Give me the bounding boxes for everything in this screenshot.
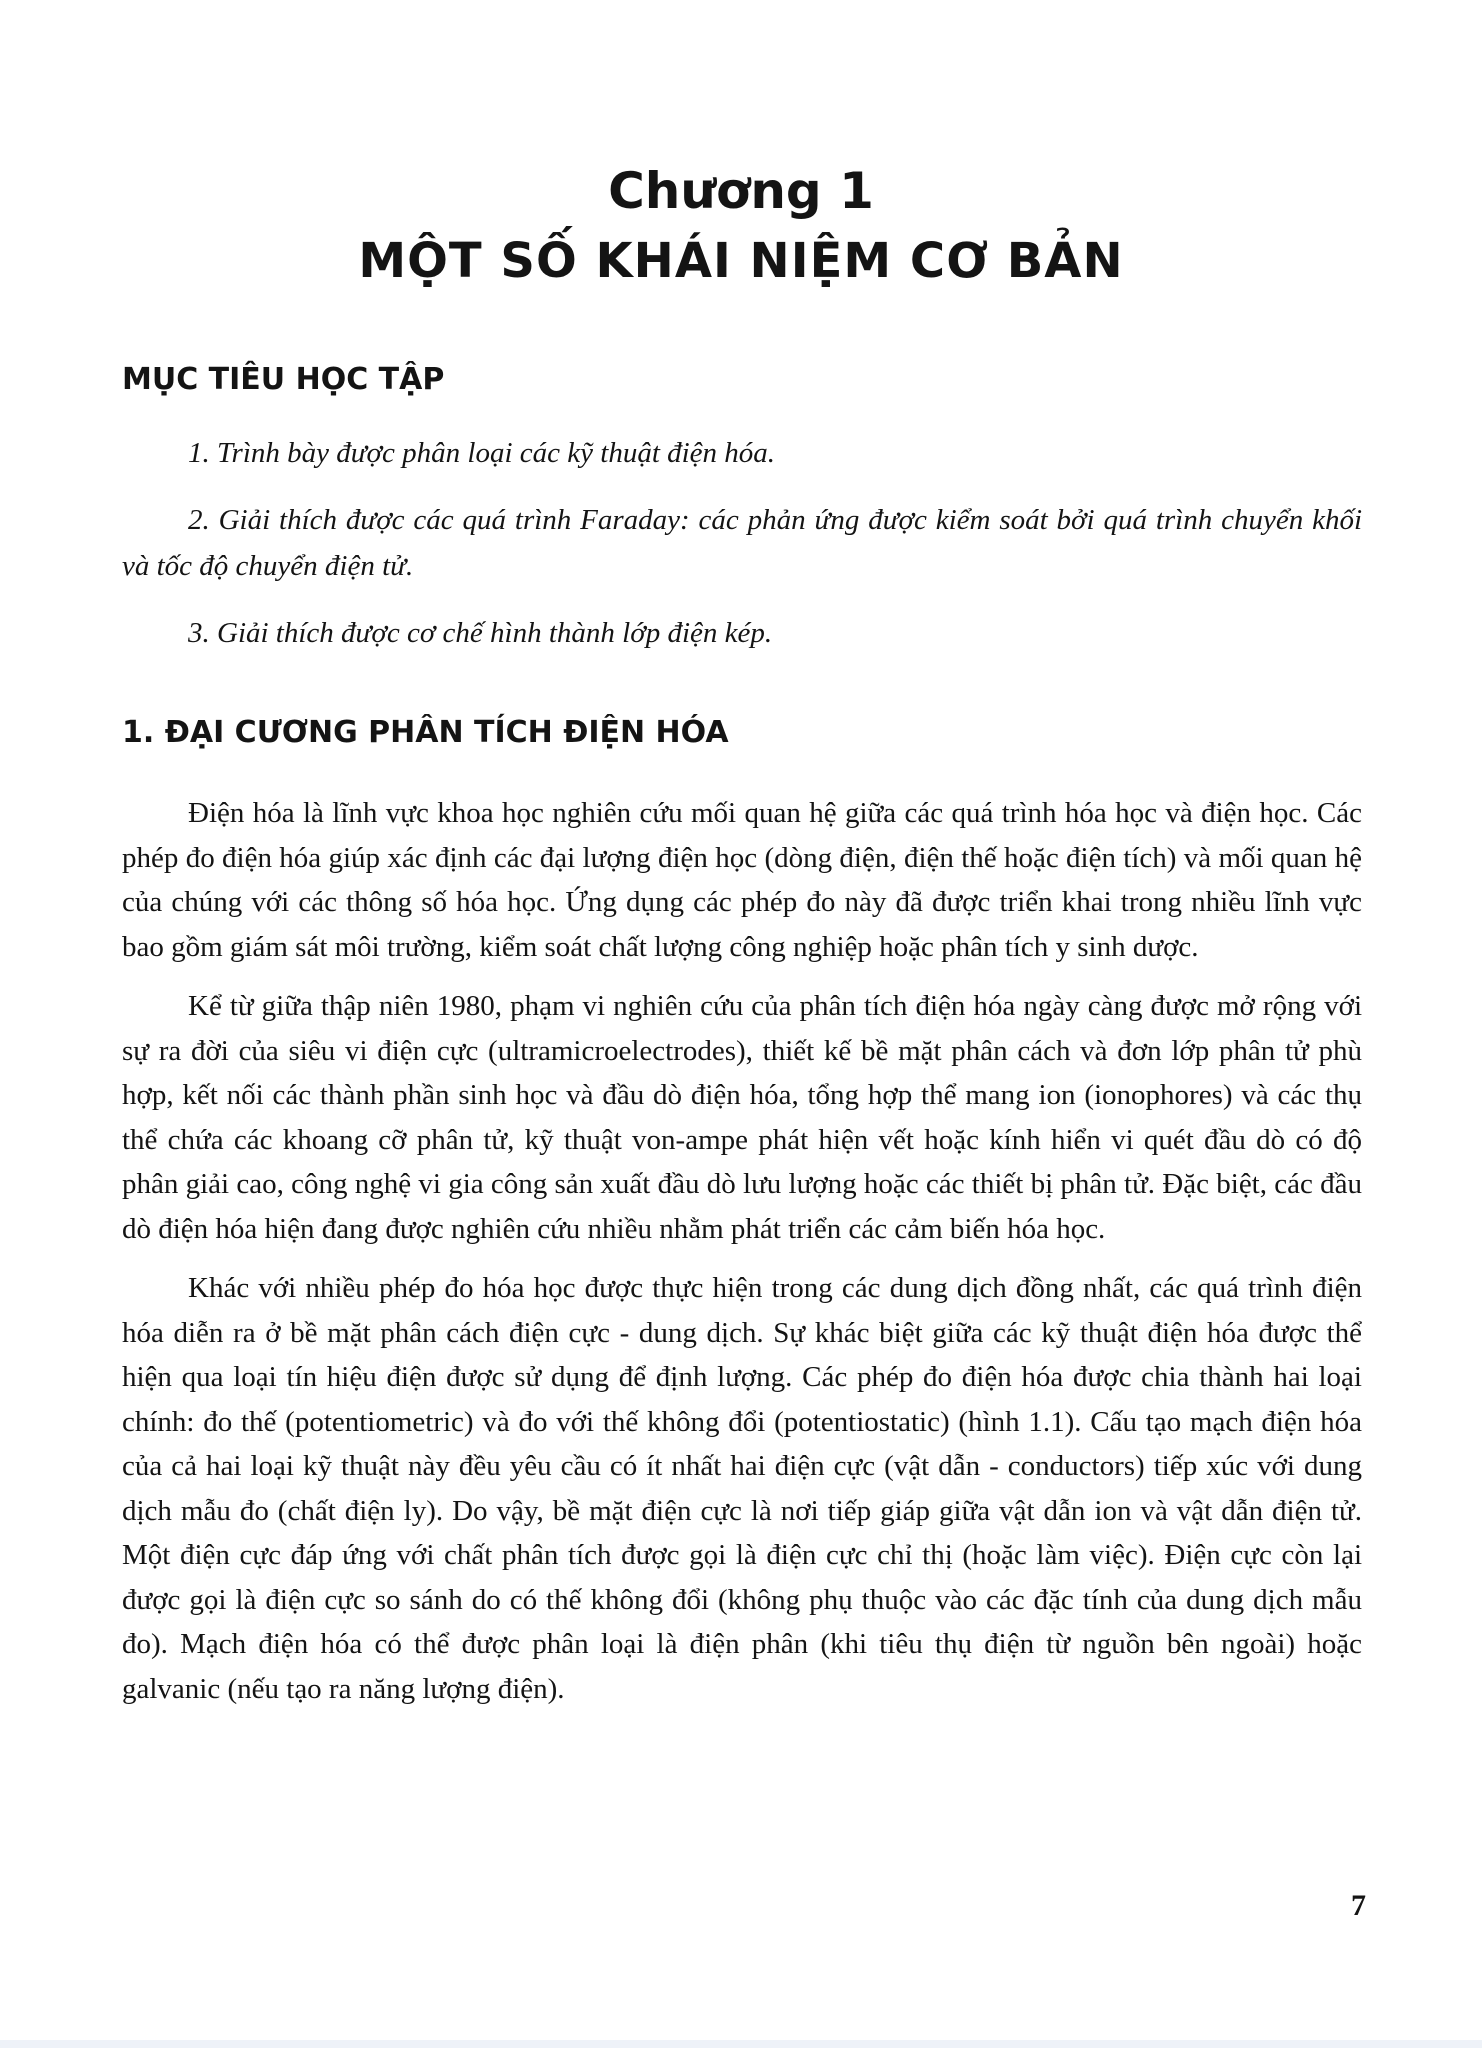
chapter-title: MỘT SỐ KHÁI NIỆM CƠ BẢN xyxy=(358,233,1124,289)
objectives-list xyxy=(122,430,1362,677)
section-body xyxy=(122,791,1362,1726)
scan-bottom-edge xyxy=(0,2040,1482,2048)
objectives-heading: MỤC TIÊU HỌC TẬP xyxy=(122,362,445,397)
objective-item: 1. Trình bày được phân loại các kỹ thuật điện hóa. xyxy=(188,437,776,469)
body-paragraph: Khác với nhiều phép đo hóa học được thực hiện trong các dung dịch đồng nhất, các quá trình điện hóa diễn ra ở bề mặt phân cách điện cực - dung dịch. Sự khác biệt giữa các kỹ thuật điện hóa được thể hiện qua loại tín hiệu điện được sử dụng để định lượng. Các phép đo điện hóa được chia thành hai loại chính: đo thế (potentiometric) và đo với thế không đổi (potentiostatic) (hình 1.1). Cấu tạo mạch điện hóa của cả hai loại kỹ thuật này đều yêu cầu có ít nhất hai điện cực (vật dẫn - conductors) tiếp xúc với dung dịch mẫu đo (chất điện ly). Do vậy, bề mặt điện cực là nơi tiếp giáp giữa vật dẫn ion và vật dẫn điện tử. Một điện cực đáp ứng với chất phân tích được gọi là điện cực chỉ thị (hoặc làm việc). Điện cực còn lại được gọi là điện cực so sánh do có thế không đổi (không phụ thuộc vào các đặc tính của dung dịch mẫu đo). Mạch điện hóa có thể được phân loại là điện phân (khi tiêu thụ điện từ nguồn bên ngoài) hoặc galvanic (nếu tạo ra năng lượng điện). xyxy=(122,1272,1362,1705)
objective-item: 3. Giải thích được cơ chế hình thành lớp điện kép. xyxy=(188,617,773,649)
section-heading: 1. ĐẠI CƯƠNG PHÂN TÍCH ĐIỆN HÓA xyxy=(122,715,729,750)
objective-item: 2. Giải thích được các quá trình Faraday: các phản ứng được kiểm soát bởi quá trình chuyển khối và tốc độ chuyển điện tử. xyxy=(122,504,1362,582)
body-paragraph: Kể từ giữa thập niên 1980, phạm vi nghiên cứu của phân tích điện hóa ngày càng được mở rộng với sự ra đời của siêu vi điện cực (ultramicroelectrodes), thiết kế bề mặt phân cách và đơn lớp phân tử phù hợp, kết nối các thành phần sinh học và đầu dò điện hóa, tổng hợp thể mang ion (ionophores) và các thụ thể chứa các khoang cỡ phân tử, kỹ thuật von-ampe phát hiện vết hoặc kính hiển vi quét đầu dò có độ phân giải cao, công nghệ vi gia công sản xuất đầu dò lưu lượng hoặc các thiết bị phân tử. Đặc biệt, các đầu dò điện hóa hiện đang được nghiên cứu nhiều nhằm phát triển các cảm biến hóa học. xyxy=(122,990,1362,1245)
body-paragraph: Điện hóa là lĩnh vực khoa học nghiên cứu mối quan hệ giữa các quá trình hóa học và điện học. Các phép đo điện hóa giúp xác định các đại lượng điện học (dòng điện, điện thế hoặc điện tích) và mối quan hệ của chúng với các thông số hóa học. Ứng dụng các phép đo này đã được triển khai trong nhiều lĩnh vực bao gồm giám sát môi trường, kiểm soát chất lượng công nghiệp hoặc phân tích y sinh dược. xyxy=(122,797,1362,963)
page-number: 7 xyxy=(1351,1889,1366,1922)
chapter-number: Chương 1 xyxy=(608,162,874,220)
